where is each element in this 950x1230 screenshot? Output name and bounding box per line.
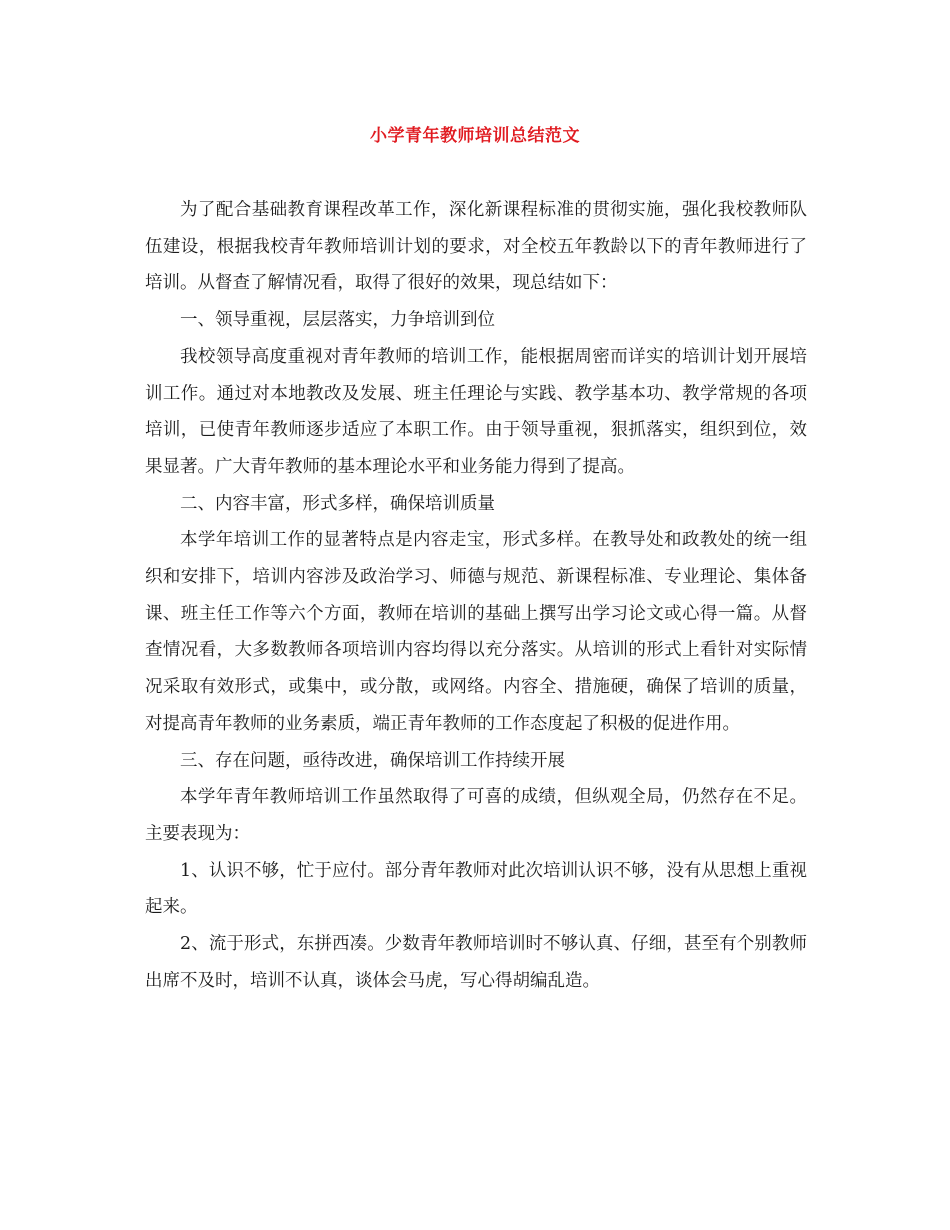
- document-title: 小学青年教师培训总结范文: [370, 126, 580, 146]
- document-body: [145, 192, 807, 999]
- issue-item-1: 1、认识不够，忙于应付。部分青年教师对此次培训认识不够，没有从思想上重视起来。: [145, 860, 807, 918]
- issue-item-2: 2、流于形式，东拼西凑。少数青年教师培训时不够认真、仔细，甚至有个别教师出席不及时，培训不认真，谈体会马虎，写心得胡编乱造。: [145, 934, 807, 991]
- section-1-paragraph: 我校领导高度重视对青年教师的培训工作，能根据周密而详实的培训计划开展培训工作。通过对本地教改及发展、班主任理论与实践、教学基本功、教学常规的各项培训，已使青年教师逐步适应了本职工作。由于领导重视，狠抓落实，组织到位，效果显著。广大青年教师的基本理论水平和业务能力得到了提高。: [145, 346, 807, 477]
- section-3-paragraph: 本学年青年教师培训工作虽然取得了可喜的成绩，但纵观全局，仍然存在不足。主要表现为：: [145, 787, 807, 844]
- section-heading-2: 二、内容丰富，形式多样，确保培训质量: [180, 493, 495, 514]
- section-heading-1: 一、领导重视，层层落实，力争培训到位: [180, 310, 495, 331]
- intro-paragraph: 为了配合基础教育课程改革工作，深化新课程标准的贯彻实施，强化我校教师队伍建设，根据我校青年教师培训计划的要求，对全校五年教龄以下的青年教师进行了培训。从督查了解情况看，取得了很好的效果，现总结如下：: [145, 200, 807, 294]
- section-2-paragraph: 本学年培训工作的显著特点是内容走宝，形式多样。在教导处和政教处的统一组织和安排下，培训内容涉及政治学习、师德与规范、新课程标准、专业理论、集体备课、班主任工作等六个方面，教师在培训的基础上撰写出学习论文或心得一篇。从督查情况看，大多数教师各项培训内容均得以充分落实。从培训的形式上看针对实际情况采取有效形式，或集中，或分散，或网络。内容全、措施硬，确保了培训的质量，对提高青年教师的业务素质，端正青年教师的工作态度起了积极的促进作用。: [145, 530, 807, 734]
- section-heading-3: 三、存在问题，亟待改进，确保培训工作持续开展: [180, 750, 565, 771]
